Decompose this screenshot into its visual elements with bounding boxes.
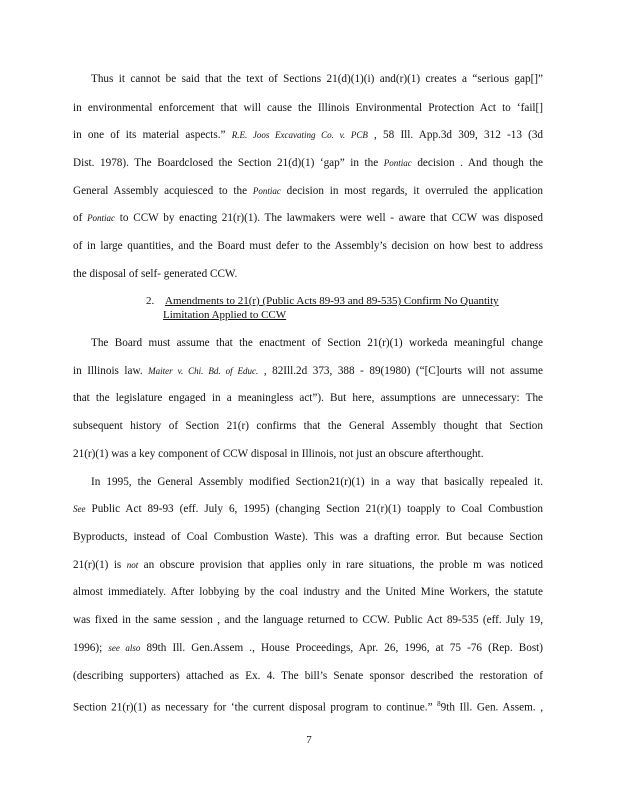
text-line: (describing supporters) attached as Ex. 4. The bill’s Senate sponsor described the restoration of — [73, 670, 543, 682]
text-line: almost immediately. After lobbying by the coal industry and the United Mine Workers, the statute — [73, 586, 543, 598]
text-span: 9th Ill. Gen. Assem. , — [440, 701, 543, 714]
text-line: subsequent history of Section 21(r) confirms that the General Assembly thought that Section — [73, 420, 543, 432]
case-citation: R.E. Joos Excavating Co. v. PCB — [231, 130, 368, 140]
text-span: decision . And though the — [417, 157, 544, 169]
text-line: was fixed in the same session , and the language returned to CCW. Public Act 89-535 (eff. July 19, — [73, 614, 543, 626]
text-span: 1996); — [73, 642, 103, 654]
text-line — [73, 558, 543, 572]
text-line: of in large quantities, and the Board must defer to the Assembly’s decision on how best to address — [73, 240, 543, 252]
text-line — [73, 641, 543, 655]
case-name: Pontiac — [87, 213, 116, 223]
section-heading — [146, 295, 499, 308]
text-span: an obscure provision that applies only in rare situations, the proble m was noticed — [143, 559, 544, 571]
text-span: in one of its material aspects.” — [73, 129, 226, 141]
text-line — [73, 364, 543, 378]
text-span: Section 21(r)(1) as necessary for ‘the current disposal program to continue.” — [73, 701, 433, 714]
section-heading-cont — [163, 309, 286, 322]
heading-number: 2. — [146, 295, 155, 307]
emphasis: not — [126, 560, 139, 570]
heading-line-1: Amendments to 21(r) (Public Acts 89-93 and 89-535) Confirm No Quantity — [165, 295, 499, 307]
text-line: that the legislature engaged in a meaningless act”). But here, assumptions are unnecessary: The — [73, 392, 543, 404]
text-span: in Illinois law. — [73, 365, 143, 377]
text-span: to CCW by enacting 21(r)(1). The lawmakers were well - aware that CCW was disposed — [119, 212, 543, 224]
page-number: 7 — [306, 734, 312, 746]
text-span: , 58 Ill. App.3d 309, 312 -13 (3d — [374, 129, 544, 141]
text-line — [73, 211, 543, 225]
text-span: of — [73, 212, 83, 224]
text-line: In 1995, the General Assembly modified Section21(r)(1) in a way that basically repealed it. — [91, 476, 543, 488]
text-span: 21(r)(1) is — [73, 559, 122, 571]
text-line — [73, 184, 543, 198]
text-line: 21(r)(1) was a key component of CCW disposal in Illinois, not just an obscure afterthought. — [73, 448, 484, 460]
text-line: in environmental enforcement that will cause the Illinois Environmental Protection Act to ‘fail[] — [73, 102, 543, 114]
text-line: The Board must assume that the enactment of Section 21(r)(1) workeda meaningful change — [91, 337, 543, 349]
text-span: Dist. 1978). The Boardclosed the Section 21(d)(1) ‘gap” in the — [73, 157, 379, 169]
text-span: , 82Ill.2d 373, 388 - 89(1980) (“[C]ourts will not assume — [263, 365, 544, 377]
text-line: Thus it cannot be said that the text of Sections 21(d)(1)(i) and(r)(1) creates a “serious gap[]” — [91, 73, 543, 85]
text-line — [73, 128, 543, 142]
heading-line-2: Limitation Applied to CCW — [163, 309, 287, 321]
text-line: Byproducts, instead of Coal Combustion Waste). This was a drafting error. But because Section — [73, 531, 543, 543]
text-line — [73, 697, 543, 715]
signal-word: See — [73, 504, 86, 514]
text-line: the disposal of self- generated CCW. — [73, 268, 238, 280]
signal-word: see also — [108, 643, 141, 653]
case-citation: Maiter v. Chi. Bd. of Educ. — [148, 366, 259, 376]
case-name: Pontiac — [383, 158, 412, 168]
text-line — [73, 502, 543, 516]
case-name: Pontiac — [252, 186, 281, 196]
text-span: General Assembly acquiesced to the — [73, 185, 248, 197]
footnote-marker: 8 — [437, 700, 441, 708]
text-line — [73, 156, 543, 170]
text-span: Public Act 89-93 (eff. July 6, 1995) (changing Section 21(r)(1) toapply to Coal Combustion — [91, 503, 544, 515]
text-span: 89th Ill. Gen.Assem ., House Proceedings, Apr. 26, 1996, at 75 -76 (Rep. Bost) — [146, 642, 544, 654]
text-span: decision in most regards, it overruled the application — [286, 185, 544, 197]
